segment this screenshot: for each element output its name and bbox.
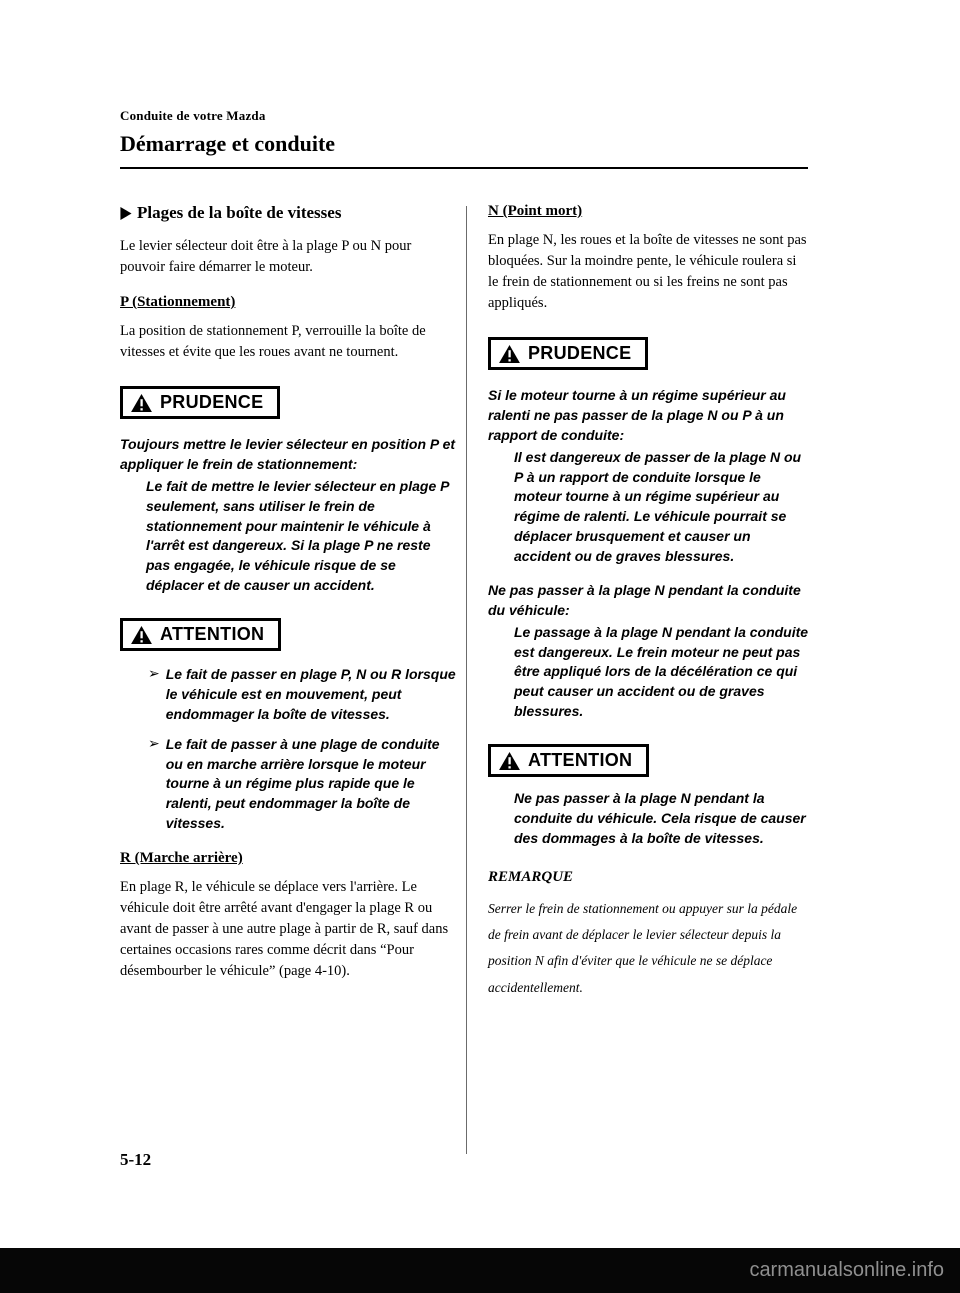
section-heading-text: Plages de la boîte de vitesses bbox=[137, 203, 342, 222]
note-body: Serrer le frein de stationnement ou appuyer sur la pédale de frein avant de déplacer le levier sélecteur depuis la position N afin d'éviter que le véhicule ne se déplace accidentellement. bbox=[488, 900, 798, 995]
prudence-label: PRUDENCE bbox=[160, 392, 264, 413]
right-column bbox=[488, 203, 810, 1001]
attention-item bbox=[148, 665, 457, 725]
prudence-box bbox=[120, 386, 280, 419]
section-heading bbox=[120, 203, 457, 223]
page-title: Démarrage et conduite bbox=[120, 131, 336, 156]
warning-triangle-icon bbox=[131, 626, 152, 644]
attention-body: Ne pas passer à la plage N pendant la conduite du véhicule. Cela risque de causer des dommages à la boîte de vitesses. bbox=[514, 790, 806, 846]
watermark-bar bbox=[0, 1248, 960, 1293]
prudence-lead: Toujours mettre le levier sélecteur en position P et appliquer le frein de stationnement: bbox=[120, 436, 456, 472]
warning-triangle-icon bbox=[499, 345, 520, 363]
arrow-bullet-icon: ➢ bbox=[148, 666, 160, 683]
attention-item bbox=[148, 735, 457, 834]
r-range-heading: R (Marche arrière) bbox=[120, 850, 243, 867]
watermark-text: carmanualsonline.info bbox=[749, 1259, 944, 1281]
header-rule bbox=[120, 167, 808, 169]
prudence-body: Il est dangereux de passer de la plage N ou P à un rapport de conduite lorsque le moteur tourne à un régime supérieur au régime de ralenti. Le véhicule pourrait se déplacer brusquement et causer un accident ou de graves blessures. bbox=[514, 448, 802, 565]
intro-paragraph: Le levier sélecteur doit être à la plage P ou N pour pouvoir faire démarrer le moteur. bbox=[120, 238, 412, 276]
chapter-label: Conduite de votre Mazda bbox=[120, 108, 266, 123]
attention-item-text: Le fait de passer à une plage de conduite ou en marche arrière lorsque le moteur tourne à un régime plus rapide que le ralenti, peut endommager la boîte de vitesses. bbox=[165, 735, 440, 832]
note-heading: REMARQUE bbox=[488, 868, 574, 885]
p-range-paragraph: La position de stationnement P, verrouille la boîte de vitesses et évite que les roues avant ne tournent. bbox=[120, 323, 426, 361]
warning-triangle-icon bbox=[131, 394, 152, 412]
prudence-box bbox=[488, 337, 648, 370]
warning-triangle-icon bbox=[499, 752, 520, 770]
attention-box bbox=[120, 618, 281, 651]
attention-label: ATTENTION bbox=[528, 750, 633, 771]
prudence-lead: Si le moteur tourne à un régime supérieur au ralenti ne pas passer de la plage N ou P à un rapport de conduite: bbox=[488, 387, 786, 443]
attention-label: ATTENTION bbox=[160, 624, 265, 645]
n-range-paragraph: En plage N, les roues et la boîte de vitesses ne sont pas bloquées. Sur la moindre pente, le véhicule roulera si le frein de stationnement ou si les freins ne sont pas appliqués. bbox=[488, 232, 807, 312]
p-range-heading: P (Stationnement) bbox=[120, 294, 236, 311]
n-range-heading: N (Point mort) bbox=[488, 203, 583, 219]
prudence-lead: Ne pas passer à la plage N pendant la conduite du véhicule: bbox=[488, 581, 801, 618]
section-marker-icon bbox=[120, 207, 132, 220]
prudence-body: Le fait de mettre le levier sélecteur en plage P seulement, sans utiliser le frein de stationnement pour maintenir le véhicule à l'arrêt est dangereux. Si la plage P ne reste pas engagée, le véhicule risque de se déplacer et de causer un accident. bbox=[146, 477, 449, 594]
attention-item-text: Le fait de passer en plage P, N ou R lorsque le véhicule est en mouvement, peut endommager la boîte de vitesses. bbox=[165, 666, 456, 722]
page-header bbox=[120, 108, 808, 169]
prudence-body: Le passage à la plage N pendant la conduite est dangereux. Le frein moteur ne peut pas être appliqué lors de la décélération ce qui peut causer un accident ou de graves blessures. bbox=[514, 623, 809, 720]
r-range-paragraph: En plage R, le véhicule se déplace vers l'arrière. Le véhicule doit être arrêté avant d'engager la plage R ou avant de passer à une autre plage à partir de R, sauf dans certaines occasions rares comme décrit dans “Pour désembourber le véhicule” (page 4-10). bbox=[120, 879, 449, 980]
prudence-label: PRUDENCE bbox=[528, 343, 632, 364]
page-number: 5-12 bbox=[120, 1150, 152, 1169]
arrow-bullet-icon: ➢ bbox=[148, 735, 160, 752]
attention-box bbox=[488, 744, 649, 777]
left-column bbox=[120, 203, 457, 997]
column-divider bbox=[466, 206, 467, 1154]
